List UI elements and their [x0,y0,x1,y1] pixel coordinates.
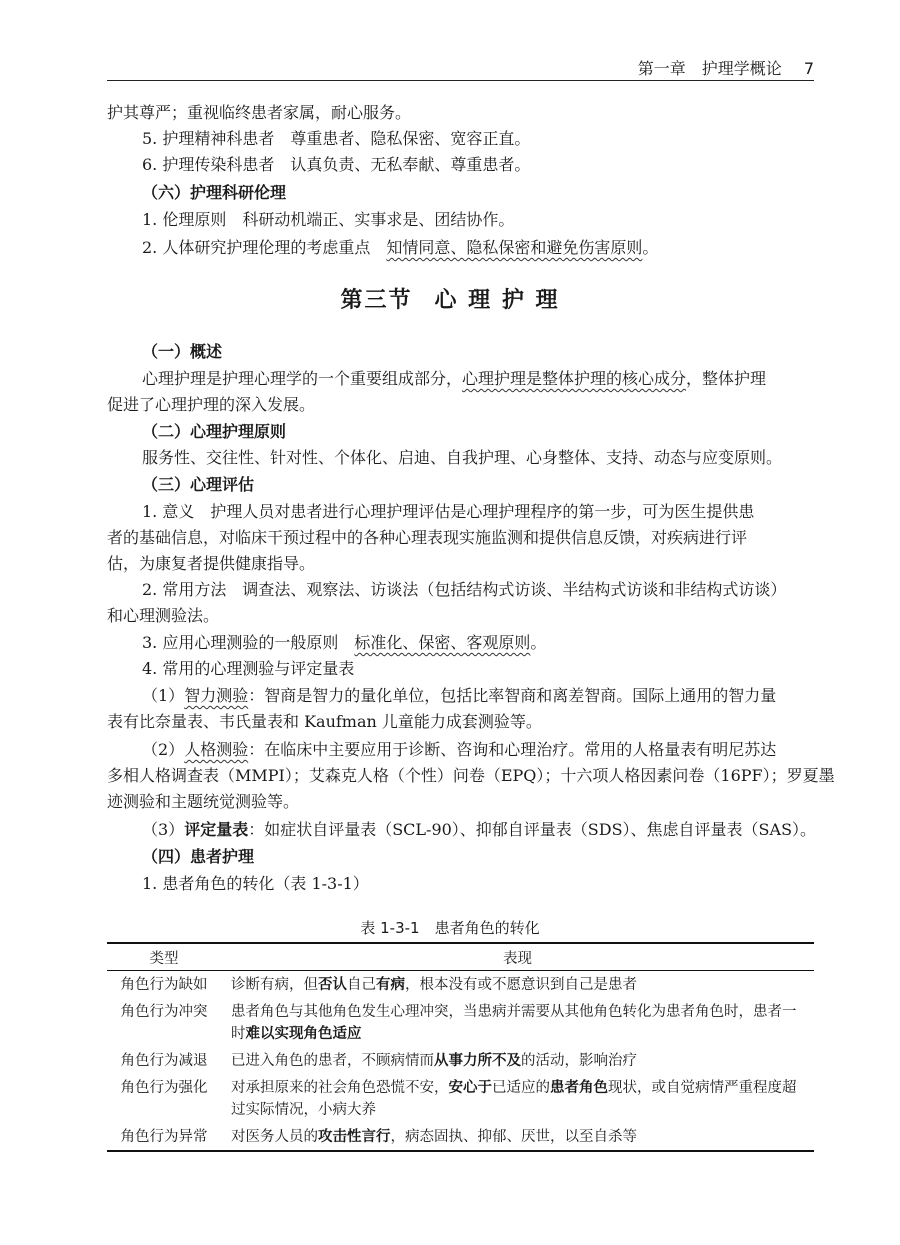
emphasis-text: 人格测验 [184,740,249,759]
section-title [0,283,900,314]
text-span: 自己 [347,977,376,993]
text-span: ：智商是智力的量化单位，包括比率智商和离差智商。国际上通用的智力量 [248,686,777,705]
emphasis-text: 智力测验 [184,686,249,705]
text-line: 4. 常用的心理测验与评定量表 [142,659,355,678]
text-span: 3. 应用心理测验的一般原则 [142,633,355,652]
table-row [107,998,814,1047]
text-line [142,236,814,260]
text-span: 心理护理是护理心理学的一个重要组成部分， [142,369,463,388]
text-span: 诊断有病，但 [231,977,318,993]
text-line [142,818,817,842]
text-span: 的活动，影响治疗 [521,1053,637,1069]
column-header-manifestation: 表现 [221,943,814,971]
subsection-heading: （三）心理评估 [142,475,255,494]
section-number: 第三节 [340,288,413,313]
chapter-title: 第一章 护理学概论 [637,59,782,78]
text-span: 对医务人员的 [231,1129,318,1145]
bold-text: 评定量表 [184,820,249,839]
text-span: ：在临床中主要应用于诊断、咨询和心理治疗。常用的人格量表有明尼苏达 [248,740,777,759]
role-type: 角色行为减退 [120,1053,208,1069]
text-line: 估，为康复者提供健康指导。 [107,554,316,573]
subsection-heading: （一）概述 [142,342,223,361]
text-span: （3） [142,820,185,839]
table-row [107,1047,814,1074]
text-line: 服务性、交往性、针对性、个体化、启迪、自我护理、心身整体、支持、动态与应变原则。 [142,448,783,467]
text-span: 患者角色与其他角色发生心理冲突，当患病并需要从其他角色转化为患者角色时，患者一时 [231,1004,797,1042]
bold-text: 安心于 [448,1080,492,1096]
bold-text: 攻击性言行 [318,1129,391,1145]
text-span: （2） [142,740,185,759]
emphasis-text: 标准化、保密、客观原则 [354,633,531,652]
role-description [221,998,814,1047]
text-line: 5. 护理精神科患者 尊重患者、隐私保密、宽容正直。 [142,129,531,148]
bold-text: 有病 [376,977,405,993]
table-row [107,1123,814,1151]
text-line: 促进了心理护理的深入发展。 [107,395,316,414]
text-span: （1） [142,686,185,705]
bold-text: 否认 [318,977,347,993]
role-type: 角色行为异常 [107,1123,221,1151]
page-number: 7 [803,59,814,78]
text-line: 和心理测验法。 [107,606,220,625]
subsection-heading: （四）患者护理 [142,847,255,866]
page-header [107,50,814,81]
text-span: 对承担原来的社会角色恐慌不安， [231,1080,449,1096]
text-line: 1. 伦理原则 科研动机端正、实事求是、团结协作。 [142,210,515,229]
text-span: 。 [642,238,659,257]
role-type: 角色行为强化 [120,1080,208,1096]
subsection-heading: （二）心理护理原则 [142,422,287,441]
text-span: ，整体护理 [686,369,767,388]
text-line [142,684,814,708]
role-description [221,1074,814,1123]
column-header-type: 类型 [107,943,221,971]
text-span: 已适应的 [492,1080,550,1096]
text-line: 表有比奈量表、韦氏量表和 Kaufman 儿童能力成套测验等。 [107,712,542,731]
text-line: 1. 意义 护理人员对患者进行心理护理评估是心理护理程序的第一步，可为医生提供患 [142,502,755,521]
table-row [107,971,814,999]
bold-text: 从事力所不及 [434,1053,521,1069]
role-type: 角色行为冲突 [120,1004,208,1020]
emphasis-text: 心理护理是整体护理的核心成分 [462,369,687,388]
text-line: 1. 患者角色的转化（表 1-3-1） [142,874,369,893]
text-line [142,367,814,391]
role-description [221,1047,814,1074]
role-table [107,942,814,1152]
text-span: 。 [530,633,547,652]
table-header-row [107,943,814,971]
text-line [142,738,814,762]
text-span: ，病态固执、抑郁、厌世，以至自杀等 [390,1129,637,1145]
text-line: 护其尊严；重视临终患者家属，耐心服务。 [107,103,412,122]
text-line: 多相人格调查表（MMPI）；艾森克人格（个性）问卷（EPQ）；十六项人格因素问卷（16PF）；罗夏墨 [107,766,835,785]
bold-text: 难以实现角色适应 [245,1026,362,1042]
text-span: 2. 人体研究护理伦理的考虑重点 [142,238,387,257]
text-line: 2. 常用方法 调查法、观察法、访谈法（包括结构式访谈、半结构式访谈和非结构式访谈） [142,580,787,599]
text-span: ，根本没有或不愿意识到自己是患者 [405,977,637,993]
text-span: ：如症状自评量表（SCL-90）、抑郁自评量表（SDS）、焦虑自评量表（SAS）。 [248,820,817,839]
role-description [221,1123,814,1151]
text-line: 迹测验和主题统觉测验等。 [107,792,300,811]
table-caption: 表 1-3-1 患者角色的转化 [360,919,540,937]
role-description [221,971,814,999]
text-line: 者的基础信息，对临床干预过程中的各种心理表现实施监测和提供信息反馈，对疾病进行评 [107,528,748,547]
text-span: 现状，或自觉病情严重程度超过实际情况，小病大养 [231,1080,797,1118]
table-row [107,1074,814,1123]
text-line: 6. 护理传染科患者 认真负责、无私奉献、尊重患者。 [142,155,531,174]
text-line [142,631,814,655]
role-type: 角色行为缺如 [120,977,208,993]
bold-text: 患者角色 [550,1080,608,1096]
text-span: 已进入角色的患者，不顾病情而 [231,1053,434,1069]
emphasis-text: 知情同意、隐私保密和避免伤害原则 [386,238,643,257]
section-name: 心 理 护 理 [434,288,560,313]
subsection-heading: （六）护理科研伦理 [142,183,287,202]
